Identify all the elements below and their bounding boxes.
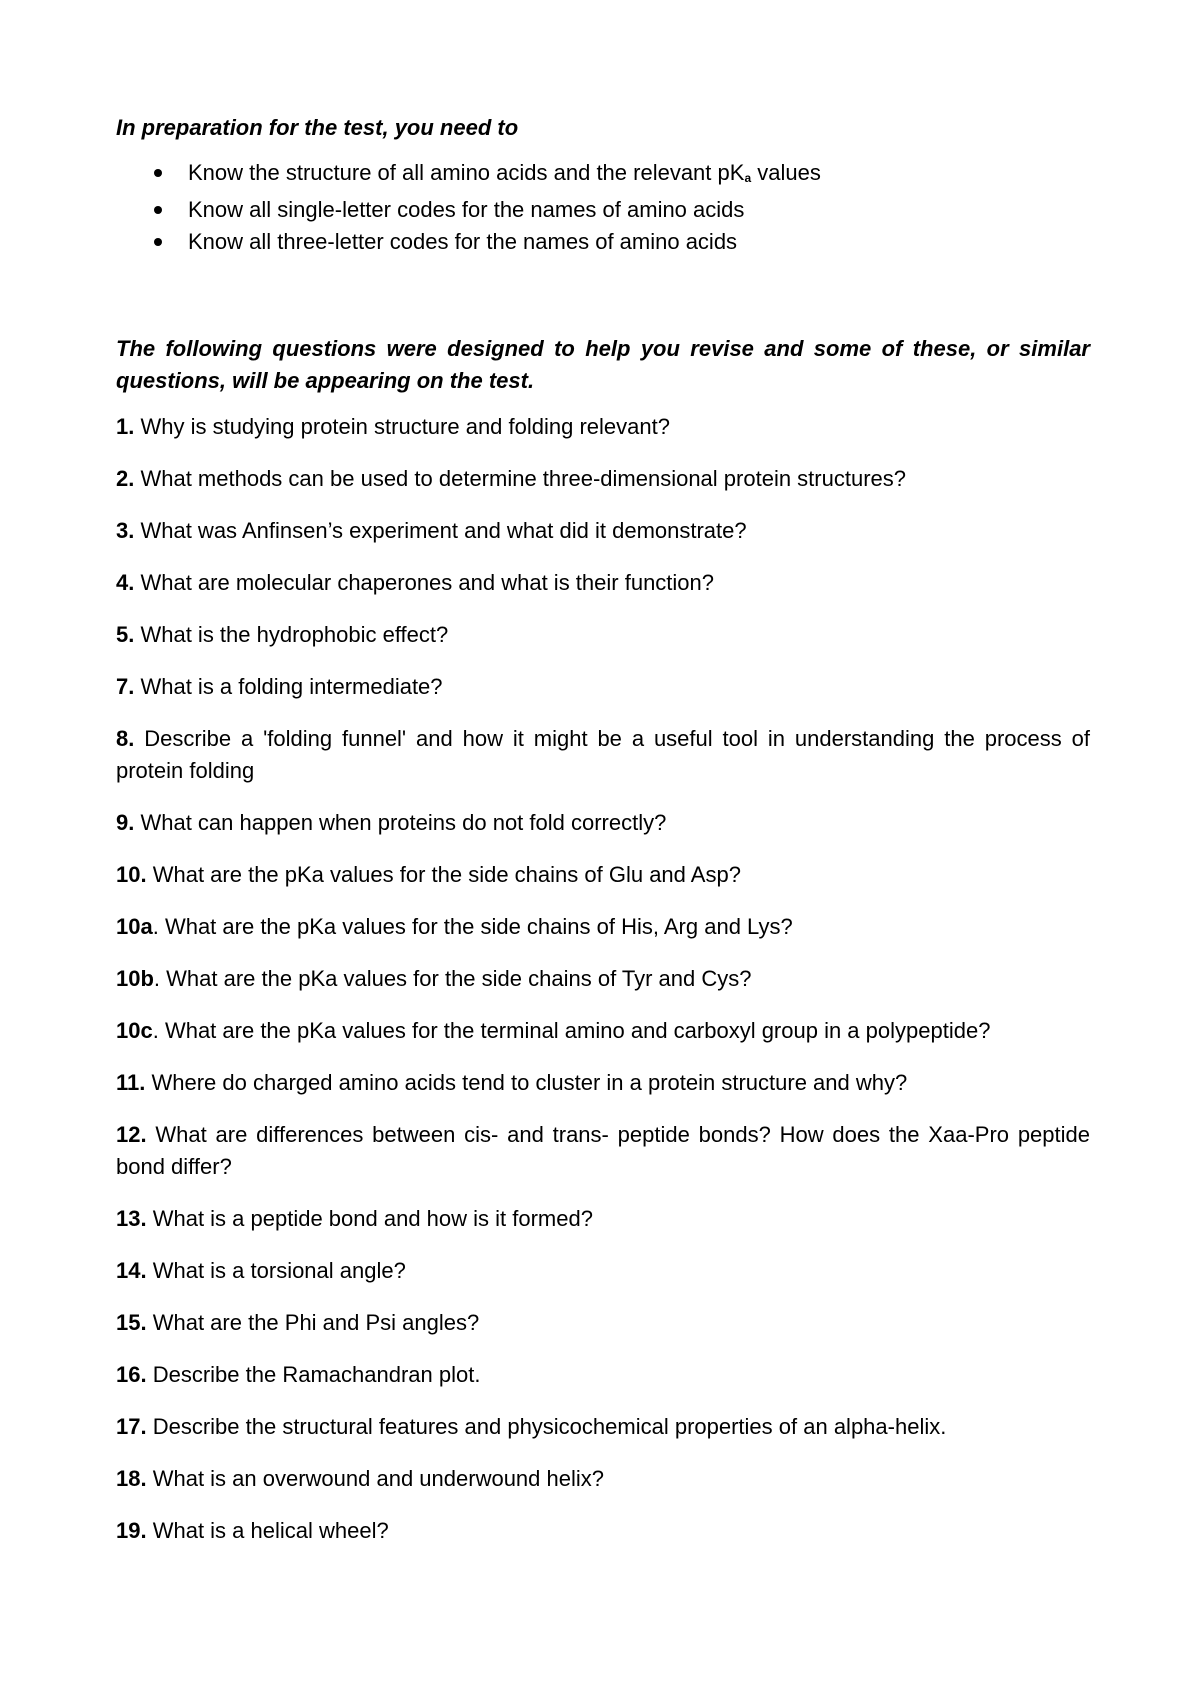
preparation-heading: In preparation for the test, you need to	[116, 115, 519, 140]
question-text: . What are the pKa values for the side chains of Tyr and Cys?	[153, 966, 752, 991]
question-number: 14.	[116, 1258, 147, 1283]
question-text: What was Anfinsen’s experiment and what did it demonstrate?	[134, 518, 747, 543]
question-item	[116, 859, 1090, 891]
question-text: What is an overwound and underwound helix?	[146, 1466, 604, 1491]
question-item	[116, 1307, 1090, 1339]
question-text: . What are the pKa values for the terminal amino and carboxyl group in a polypeptide?	[152, 1018, 991, 1043]
question-item	[116, 619, 1090, 651]
question-text: What are differences between cis- and trans- peptide bonds? How does the Xaa-Pro peptide bond differ?	[116, 1122, 1090, 1179]
list-item: Know the structure of all amino acids and the relevant $pK_a$ values	[116, 157, 1090, 194]
question-item	[116, 1255, 1090, 1287]
question-number: 8.	[116, 726, 135, 751]
question-number: 10.	[116, 862, 147, 887]
question-item	[116, 1119, 1090, 1183]
question-item	[116, 1015, 1090, 1047]
preparation-list	[116, 157, 1090, 258]
question-number: 13.	[116, 1206, 147, 1231]
question-item	[116, 723, 1090, 787]
question-item	[116, 1463, 1090, 1495]
question-text: Why is studying protein structure and folding relevant?	[134, 414, 670, 439]
question-text: What methods can be used to determine three-dimensional protein structures?	[134, 466, 906, 491]
question-number: 9.	[116, 810, 135, 835]
revision-heading: The following questions were designed to help you revise and some of these, or similar questions, will be appearing on the test.	[116, 336, 1090, 393]
question-item	[116, 515, 1090, 547]
question-number: 12.	[116, 1122, 147, 1147]
question-number: 3.	[116, 518, 135, 543]
question-text: Describe a 'folding funnel' and how it might be a useful tool in understanding the process of protein folding	[116, 726, 1090, 783]
question-number: 18.	[116, 1466, 147, 1491]
question-item	[116, 411, 1090, 443]
question-text: What is a helical wheel?	[146, 1518, 389, 1543]
list-item: Know all three-letter codes for the names of amino acids	[116, 226, 1090, 258]
bullet-icon	[154, 206, 162, 214]
question-text: What is the hydrophobic effect?	[134, 622, 449, 647]
question-number: 2.	[116, 466, 135, 491]
question-text: What can happen when proteins do not fold correctly?	[134, 810, 667, 835]
question-number: 19.	[116, 1518, 147, 1543]
question-text: Where do charged amino acids tend to cluster in a protein structure and why?	[145, 1070, 908, 1095]
list-item: Know all single-letter codes for the names of amino acids	[116, 194, 1090, 226]
question-list	[116, 411, 1090, 1547]
question-number: 5.	[116, 622, 135, 647]
question-number: 10a	[116, 914, 153, 939]
question-item	[116, 963, 1090, 995]
question-item	[116, 671, 1090, 703]
question-text: What is a folding intermediate?	[134, 674, 443, 699]
question-number: 15.	[116, 1310, 147, 1335]
question-text: What are the pKa values for the side chains of Glu and Asp?	[146, 862, 741, 887]
question-number: 4.	[116, 570, 135, 595]
question-item	[116, 1359, 1090, 1391]
question-text: Describe the structural features and physicochemical properties of an alpha-helix.	[146, 1414, 947, 1439]
question-text: What are molecular chaperones and what is their function?	[134, 570, 715, 595]
question-number: 1.	[116, 414, 135, 439]
question-text: What is a torsional angle?	[146, 1258, 406, 1283]
question-number: 17.	[116, 1414, 147, 1439]
question-text: Describe the Ramachandran plot.	[146, 1362, 481, 1387]
document-page	[116, 112, 1090, 1567]
question-item	[116, 567, 1090, 599]
question-number: 16.	[116, 1362, 147, 1387]
question-item	[116, 463, 1090, 495]
question-item	[116, 911, 1090, 943]
bullet-icon	[154, 169, 162, 177]
question-text: What are the Phi and Psi angles?	[146, 1310, 480, 1335]
question-item	[116, 1411, 1090, 1443]
question-item	[116, 1515, 1090, 1547]
question-item	[116, 807, 1090, 839]
question-text: What is a peptide bond and how is it formed?	[146, 1206, 593, 1231]
question-text: . What are the pKa values for the side chains of His, Arg and Lys?	[152, 914, 793, 939]
question-number: 11.	[116, 1070, 146, 1095]
bullet-icon	[154, 238, 162, 246]
question-number: 7.	[116, 674, 135, 699]
question-item	[116, 1203, 1090, 1235]
question-number: 10b	[116, 966, 154, 991]
question-item	[116, 1067, 1090, 1099]
question-number: 10c	[116, 1018, 153, 1043]
